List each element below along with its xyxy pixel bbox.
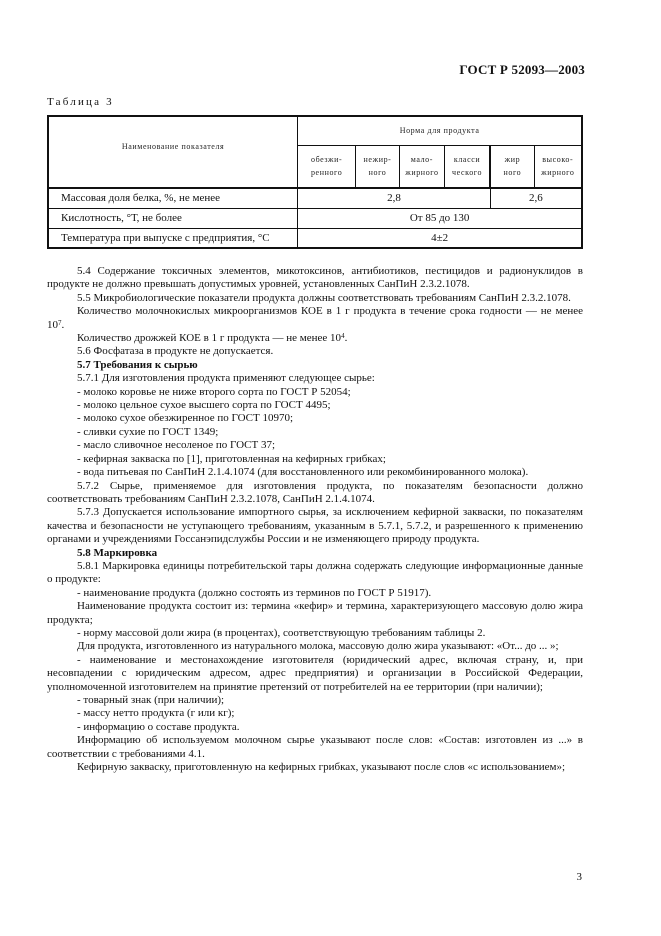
row-label-temperature: Температура при выпуске с предприятия, °С [48, 228, 298, 248]
subheader-high-fat: высоко- жирного [534, 145, 582, 188]
subheader-skim: обезжи- ренного [298, 145, 356, 188]
table-row [48, 208, 582, 228]
paragraph-5-8-1: 5.8.1 Маркировка единицы потребительской тары должна содержать следующие информационные данные о продукте: [47, 559, 583, 586]
subheader-low-fat: нежир- ного [356, 145, 400, 188]
list-item: - молоко коровье не ниже второго сорта по ГОСТ Р 52054; [77, 385, 351, 398]
paragraph-5-5: 5.5 Микробиологические показатели продукта должны соответствовать требованиям СанПиН 2.3.2.1078. [77, 291, 571, 304]
marking-item-manufacturer: - наименование и местонахождение изготовителя (юридический адрес, включая страну, и, при несовпадении с юридическим адресом, адрес предприятия) и организации в Российской Федерации, уполномоченной изготовителем на принятие претензий от потребителей на ее территории (при наличии); [47, 653, 583, 693]
row-value-acidity: От 85 до 130 [298, 208, 582, 228]
table-caption: Таблица 3 [47, 96, 114, 108]
paragraph-yeast: Количество дрожжей КОЕ в 1 г продукта — не менее $10^4$. [77, 332, 348, 345]
marking-item-name: - наименование продукта (должно состоять из терминов по ГОСТ Р 51917). [77, 586, 432, 599]
paragraph-composition-info: Информацию об используемом молочном сырье указывают после слов: «Состав: изготовлен из ...» в соответствии с требованиями 4.1. [47, 734, 583, 760]
document-code: ГОСТ Р 52093—2003 [459, 62, 585, 77]
marking-item-net-mass: - массу нетто продукта (г или кг); [77, 707, 235, 720]
subheader-fat: жир ного [490, 145, 534, 188]
list-item: - молоко сухое обезжиренное по ГОСТ 10970; [77, 412, 294, 425]
marking-item-trademark: - товарный знак (при наличии); [77, 694, 225, 706]
paragraph-5-7-2: 5.7.2 Сырье, применяемое для изготовления продукта, по показателям безопасности должно соответствовать требованиям СанПиН 2.3.2.1078, СанПиН 2.1.4.1074. [47, 479, 583, 505]
paragraph-natural-milk: Для продукта, изготовленного из натурального молока, массовую долю жира указывают: «От... до ... »; [77, 640, 559, 653]
list-item: - молоко цельное сухое высшего сорта по ГОСТ 4495; [77, 399, 331, 412]
list-item: - масло сливочное несоленое по ГОСТ 37; [77, 439, 276, 452]
table-row [48, 228, 582, 248]
paragraph-starter-info: Кефирную закваску, приготовленную на кефирных грибках, указывают после слов «с использованием»; [77, 761, 566, 774]
subheader-reduced-fat: мало- жирного [399, 145, 444, 188]
section-heading-5-8: 5.8 Маркировка [77, 546, 158, 559]
row-value-protein-a: 2,8 [298, 188, 491, 208]
marking-item-composition: - информацию о составе продукта. [77, 720, 240, 733]
row-label-protein: Массовая доля белка, %, не менее [48, 188, 298, 208]
paragraph-5-7-1: 5.7.1 Для изготовления продукта применяют следующее сырье: [77, 372, 375, 385]
row-value-protein-b: 2,6 [490, 188, 582, 208]
list-item: - сливки сухие по ГОСТ 1349; [77, 425, 219, 438]
header-cell-norm-group: Норма для продукта [298, 116, 582, 145]
list-item: - кефирная закваска по [1], приготовленная на кефирных грибках; [77, 452, 386, 465]
header-cell-indicator-name: Наименование показателя [48, 116, 298, 188]
paragraph-5-7-3: 5.7.3 Допускается использование импортного сырья, за исключением кефирной закваски, по показателям качества и безопасности не уступающего требованиям, указанным в 5.7.1, 5.7.2, и разрешенного к применению органами и учреждениями Госсанэпидслужбы России и не изменяющего природу продукта. [47, 506, 583, 546]
table-row [48, 188, 582, 208]
paragraph-5-4: 5.4 Содержание токсичных элементов, микотоксинов, антибиотиков, пестицидов и радионуклидов в продукте не должно превышать допустимых уровней, установленных СанПиН 2.3.2.1078. [47, 265, 583, 291]
row-value-temperature: 4±2 [298, 228, 582, 248]
row-label-acidity: Кислотность, °Т, не более [48, 208, 298, 228]
page-number: 3 [576, 871, 582, 883]
list-item: - вода питьевая по СанПиН 2.1.4.1074 (для восстановленного или рекомбинированного молока). [77, 466, 529, 479]
document-body [47, 265, 583, 774]
paragraph-name-description: Наименование продукта состоит из: термина «кефир» и термина, характеризующего массовую долю жира продукта; [47, 600, 583, 626]
specification-table [47, 115, 583, 249]
subheader-classic: класси ческого [444, 145, 490, 188]
paragraph-5-6: 5.6 Фосфатаза в продукте не допускается. [77, 345, 274, 358]
paragraph-lactic-bacteria: Количество молочнокислых микроорганизмов КОЕ в 1 г продукта в течение срока годности — не менее $10^7$. [47, 305, 583, 331]
section-heading-5-7: 5.7 Требования к сырью [77, 358, 198, 371]
marking-item-fat: - норму массовой доли жира (в процентах), соответствующую требованиям таблицы 2. [77, 626, 486, 639]
